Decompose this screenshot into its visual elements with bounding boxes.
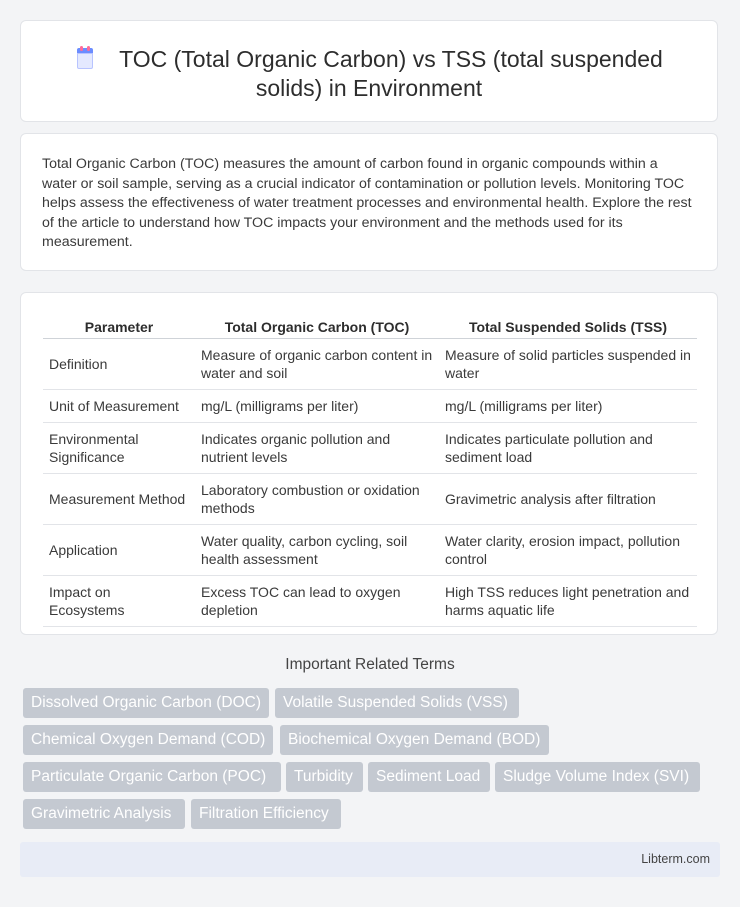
row-tss: mg/L (milligrams per liter): [439, 390, 697, 423]
row-toc: Excess TOC can lead to oxygen depletion: [195, 576, 439, 627]
related-tag[interactable]: Filtration Efficiency: [191, 799, 341, 829]
related-tag[interactable]: Chemical Oxygen Demand (COD): [23, 725, 273, 755]
header-toc: Total Organic Carbon (TOC): [195, 315, 439, 339]
table-row: [43, 423, 697, 474]
row-tss: Water clarity, erosion impact, pollution control: [439, 525, 697, 576]
document-icon: [75, 48, 95, 70]
row-tss: Gravimetric analysis after filtration: [439, 474, 697, 525]
header-parameter: Parameter: [43, 315, 195, 339]
table-row: [43, 390, 697, 423]
table-row: [43, 474, 697, 525]
row-parameter: Environmental Significance: [43, 423, 195, 474]
row-toc: mg/L (milligrams per liter): [195, 390, 439, 423]
title-card: [20, 20, 718, 122]
row-parameter: Application: [43, 525, 195, 576]
footer: [20, 842, 720, 877]
table-row: [43, 339, 697, 390]
related-terms-title: Important Related Terms: [285, 656, 455, 673]
related-tag[interactable]: Turbidity: [286, 762, 363, 792]
comparison-table: [43, 315, 697, 627]
row-tss: Measure of solid particles suspended in water: [439, 339, 697, 390]
row-toc: Water quality, carbon cycling, soil health assessment: [195, 525, 439, 576]
row-tss: Indicates particulate pollution and sediment load: [439, 423, 697, 474]
header-tss: Total Suspended Solids (TSS): [439, 315, 697, 339]
table-row: [43, 576, 697, 627]
intro-text: Total Organic Carbon (TOC) measures the amount of carbon found in organic compounds within a water or soil sample, serving as a crucial indicator of contamination or pollution levels. Monitoring TOC helps assess the effectiveness of water treatment processes and environmental health. Explore the rest of the article to understand how TOC impacts your environment and the methods used for its measurement.: [42, 156, 692, 251]
table-row: [43, 525, 697, 576]
title-line-1: TOC (Total Organic Carbon) vs TSS (total suspended: [119, 46, 663, 72]
row-toc: Indicates organic pollution and nutrient levels: [195, 423, 439, 474]
table-header-row: [43, 315, 697, 339]
title-line-2: solids) in Environment: [255, 75, 483, 101]
row-parameter: Unit of Measurement: [43, 390, 195, 423]
intro-card: [20, 133, 718, 271]
row-toc: Measure of organic carbon content in water and soil: [195, 339, 439, 390]
page-title: [21, 45, 717, 103]
row-toc: Laboratory combustion or oxidation methods: [195, 474, 439, 525]
comparison-card: [20, 292, 718, 635]
related-tag[interactable]: Sediment Load: [368, 762, 490, 792]
footer-site-link[interactable]: Libterm.com: [641, 852, 710, 866]
related-tag[interactable]: Biochemical Oxygen Demand (BOD): [280, 725, 549, 755]
row-parameter: Definition: [43, 339, 195, 390]
related-tag[interactable]: Volatile Suspended Solids (VSS): [275, 688, 519, 718]
related-tag[interactable]: Gravimetric Analysis: [23, 799, 185, 829]
related-tag[interactable]: Dissolved Organic Carbon (DOC): [23, 688, 269, 718]
related-tag[interactable]: Particulate Organic Carbon (POC): [23, 762, 281, 792]
row-tss: High TSS reduces light penetration and harms aquatic life: [439, 576, 697, 627]
row-parameter: Impact on Ecosystems: [43, 576, 195, 627]
related-tag[interactable]: Sludge Volume Index (SVI): [495, 762, 700, 792]
row-parameter: Measurement Method: [43, 474, 195, 525]
